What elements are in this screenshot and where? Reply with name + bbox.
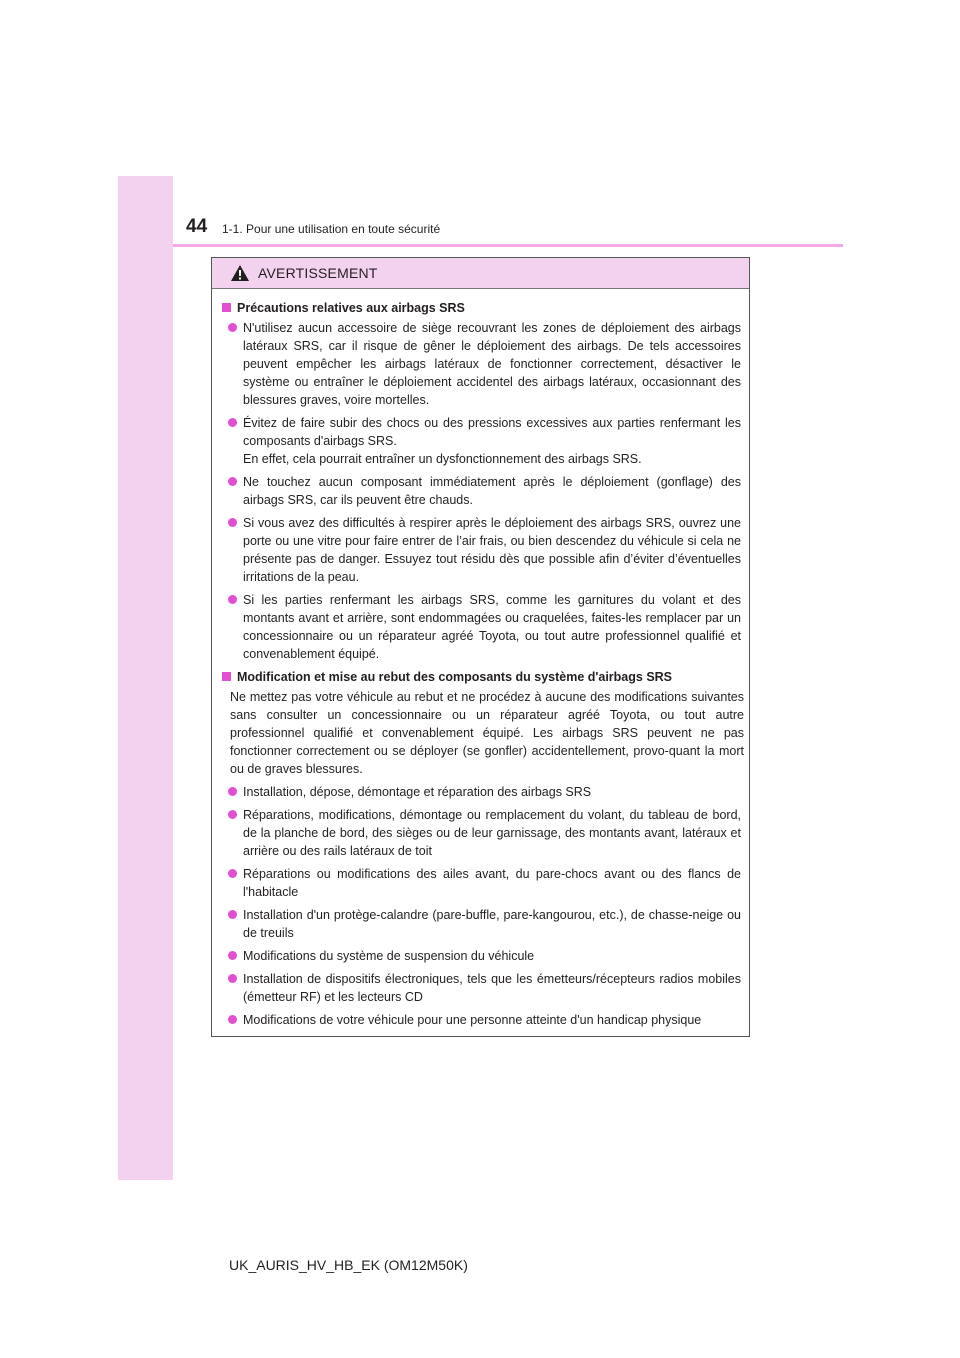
warning-box (211, 257, 750, 1037)
bullet-dot-icon (228, 323, 237, 332)
section-title: 1-1. Pour une utilisation en toute sécurité (222, 222, 441, 236)
list-item: Installation de dispositifs électroniques, tels que les émetteurs/récepteurs radios mobiles (émetteur RF) et les lecteurs CD (220, 970, 741, 1006)
list-item: Modifications du système de suspension du véhicule (220, 947, 741, 965)
list-item: Si vous avez des difficultés à respirer après le déploiement des airbags SRS, ouvrez une porte ou une vitre pour faire entrer de l’air frais, ou bien descendez du véhicule si cela ne présente pas de danger. Essuyez tout résidu dès que possible afin d’éviter d’éventuelles irritations de la peau. (220, 514, 741, 586)
warning-title: AVERTISSEMENT (258, 265, 378, 281)
bullet-dot-icon (228, 810, 237, 819)
page-number: 44 (186, 216, 208, 237)
bullet-dot-icon (228, 518, 237, 527)
square-bullet-icon (222, 303, 231, 312)
bullet-dot-icon (228, 418, 237, 427)
bullet-dot-icon (228, 974, 237, 983)
footer-code: UK_AURIS_HV_HB_EK (OM12M50K) (229, 1257, 468, 1273)
list-item: Installation d'un protège-calandre (pare-buffle, pare-kangourou, etc.), de chasse-neige ou de treuils (220, 906, 741, 942)
bullet-dot-icon (228, 869, 237, 878)
list-item: Installation, dépose, démontage et réparation des airbags SRS (220, 783, 741, 801)
list-item: Réparations, modifications, démontage ou remplacement du volant, du tableau de bord, de la planche de bord, des sièges ou de leur garnissage, des montants avant, latéraux et arrière ou des rails latéraux de toit (220, 806, 741, 860)
bullet-dot-icon (228, 1015, 237, 1024)
warning-body (212, 289, 749, 1029)
list-item: Ne touchez aucun composant immédiatement après le déploiement (gonflage) des airbags SRS, car ils peuvent être chauds. (220, 473, 741, 509)
list-item: Évitez de faire subir des chocs ou des pressions excessives aux parties renfermant les composants d'airbags SRS. En effet, cela pourrait entraîner un dysfonctionnement des airbags SRS. (220, 414, 741, 468)
warning-triangle-icon (230, 264, 250, 282)
bullet-dot-icon (228, 595, 237, 604)
list-item: Si les parties renfermant les airbags SRS, comme les garnitures du volant et des montants avant et arrière, sont endommagées ou craquelées, faites-les remplacer par un concessionnaire ou un réparateur agréé Toyota, ou tout autre professionnel qualifié et convenablement équipé. (220, 591, 741, 663)
section-heading-modification: Modification et mise au rebut des composants du système d'airbags SRS (220, 668, 741, 686)
list-item: Réparations ou modifications des ailes avant, du pare-chocs avant ou des flancs de l'habitacle (220, 865, 741, 901)
bullet-dot-icon (228, 787, 237, 796)
header-rule (173, 244, 843, 247)
bullet-dot-icon (228, 910, 237, 919)
bullet-dot-icon (228, 477, 237, 486)
list-item: Modifications de votre véhicule pour une personne atteinte d'un handicap physique (220, 1011, 741, 1029)
bullet-dot-icon (228, 951, 237, 960)
warning-header (212, 258, 749, 289)
list-item: N'utilisez aucun accessoire de siège recouvrant les zones de déploiement des airbags latéraux SRS, car il risque de gêner le déploiement des airbags. De tels accessoires peuvent empêcher les airbags latéraux de fonctionner correctement, désactiver le système ou entraîner le déploiement accidentel des airbags latéraux, occasionnant des blessures graves, voire mortelles. (220, 319, 741, 409)
section-intro: Ne mettez pas votre véhicule au rebut et ne procédez à aucune des modifications suivantes sans consulter un concessionnaire ou un réparateur agréé Toyota, ou tout autre professionnel qualifié et convenablement équipé. Les airbags SRS peuvent ne pas fonctionner correctement ou se déployer (se gonfler) accidentellement, provo-quant la mort ou de graves blessures. (230, 690, 744, 776)
square-bullet-icon (222, 672, 231, 681)
section-heading-precautions: Précautions relatives aux airbags SRS (220, 299, 741, 317)
side-color-band (118, 176, 173, 1180)
